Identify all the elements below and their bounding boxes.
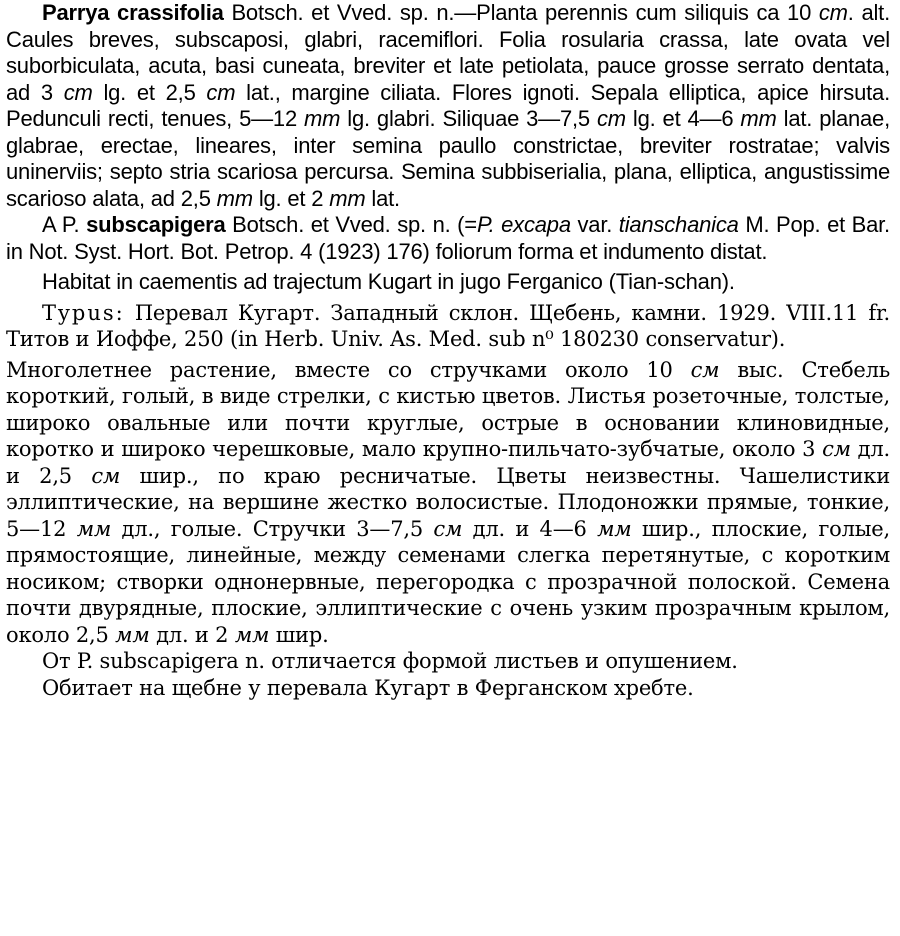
synonym-name: P. excapa (476, 212, 571, 237)
unit: cm (818, 0, 848, 25)
comparison-text: var. (570, 212, 619, 237)
typus-label: Typus: (42, 300, 125, 325)
description-text: дл., голые. Стручки 3—7,5 (111, 516, 434, 541)
comparison-text: Botsch. et Vved. sp. n. (= (225, 212, 477, 237)
description-text: шир., плоские, голые, прямостоящие, линейные, между семенами слегка перетянутые, с коротким носиком; створки однонервные, перегородка с прозрачной полоской. Семена почти двурядные, плоские, эллиптические с очень узким прозрачным крылом, около 2,5 (6, 516, 890, 647)
unit: cm (206, 79, 236, 105)
comparison-paragraph (6, 212, 890, 265)
diagnosis-text: . alt. Caules breves, subscaposi, glabri, racemiflori. Folia rosularia crassa, late ovata vel suborbiculata, acuta, basi cuneata, breviter et late petiolata, pauce grosse serrato dentata, ad 3 (6, 0, 891, 105)
unit: mm (740, 106, 777, 131)
russian-description-paragraph (6, 357, 890, 649)
unit: см (690, 357, 720, 382)
diagnosis-text: lat. (365, 185, 400, 211)
description-text: дл. и 4—6 (462, 516, 598, 541)
diagnosis-text: lg. et 2 (252, 185, 330, 211)
typus-paragraph (6, 300, 890, 353)
species-name: Parrya crassifolia (42, 0, 224, 25)
distribution-paragraph: Обитает на щебне у перевала Кугарт в Ферганском хребте. (42, 675, 694, 700)
unit: mm (304, 106, 341, 131)
unit: см (433, 516, 463, 541)
unit: cm (63, 79, 93, 105)
description-text: шир. (269, 622, 329, 647)
habitat-paragraph: Habitat in caementis ad trajectum Kugart in jugo Ferganico (Tian-schan). (42, 269, 735, 294)
unit: mm (216, 185, 253, 211)
unit: мм (597, 516, 632, 541)
unit: мм (76, 516, 112, 541)
unit: мм (115, 622, 150, 647)
comparison-text: M. Pop. et Bar. in Not. Syst. Hort. Bot. Petrop. 4 (1923) 176) foliorum forma et indumento distat. (6, 212, 890, 264)
unit: см (91, 463, 121, 488)
description-text: дл. и 2 (149, 622, 235, 647)
unit: mm (329, 185, 366, 211)
unit: см (822, 437, 851, 461)
comparison-lead: A P. (42, 212, 87, 237)
variety-name: tianschanica (618, 212, 739, 237)
diagnosis-text: lat. planae, glabrae, erectae, lineares, inter semina paullo constrictae, breviter rostratae; valvis uninerviis; septo stria scariosa percursa. Semina subbiserialia, plana, elliptica, angustissime scarioso alata, ad 2,5 (6, 106, 890, 211)
diagnosis-text: Botsch. et Vved. sp. n.—Planta perennis cum siliquis ca 10 (223, 0, 819, 25)
unit: cm (596, 106, 626, 131)
description-text: Многолетнее растение, вместе со стручками около 10 (6, 357, 691, 382)
unit: мм (234, 622, 270, 647)
description-text: выс. Стебель короткий, голый, в виде стрелки, с кистью цветов. Листья розеточные, толстые, широко овальные или почти круглые, острые в основании клиновидные, коротко и широко черешковые, мало крупно-пильчато-зубчатые, около 3 (6, 357, 890, 461)
diagnosis-text: lat., margine ciliata. Flores ignoti. Sepala elliptica, apice hirsuta. Pedunculi recti, tenues, 5—12 (6, 79, 891, 131)
diagnosis-text: lg. et 4—6 (625, 106, 741, 131)
diagnosis-text: lg. glabri. Siliquae 3—7,5 (340, 106, 597, 131)
diagnosis-text: lg. et 2,5 (92, 79, 207, 105)
typus-text: Перевал Кугарт. Западный склон. Щебень, камни. 1929. VIII.11 fr. Титов и Иоффе, 250 (in Herb. Univ. As. Med. sub n⁰ 180230 conservatur). (6, 300, 890, 351)
latin-diagnosis-paragraph (6, 0, 890, 212)
document-page (6, 0, 890, 936)
description-text: шир., по краю ресничатые. Цветы неизвестны. Чашелистики эллиптические, на вершине жестко волосистые. Плодоножки прямые, тонкие, 5—12 (6, 463, 891, 541)
difference-paragraph: От P. subscapigera n. отличается формой листьев и опушением. (42, 649, 738, 673)
description-text: дл. и 2,5 (6, 437, 891, 488)
compared-species-name: subscapigera (86, 212, 226, 237)
